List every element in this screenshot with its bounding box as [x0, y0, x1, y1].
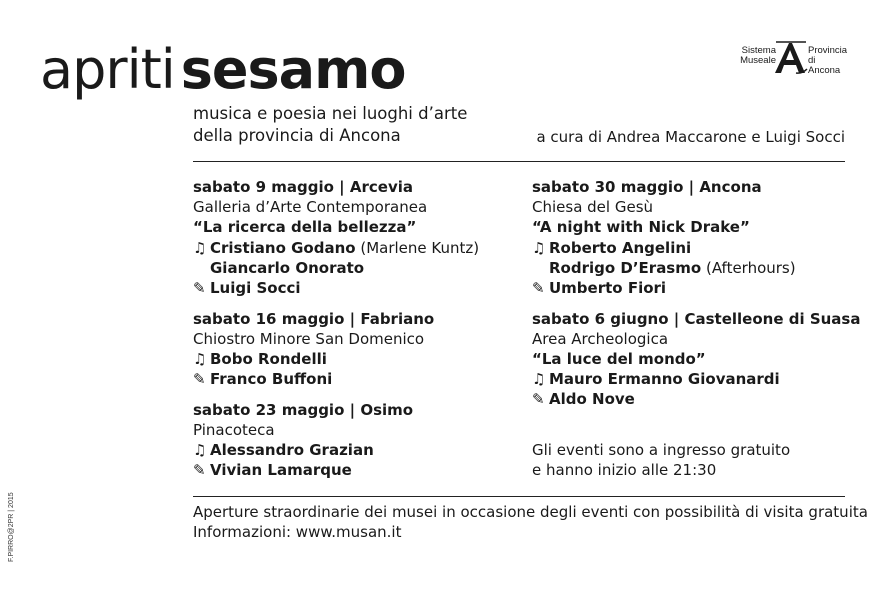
poet-name: Umberto Fiori: [549, 278, 667, 297]
logo-right-text: Provincia di Ancona: [808, 45, 848, 76]
musician-name: Mauro Ermanno Giovanardi: [549, 370, 780, 389]
music-note-icon: ♫: [532, 370, 546, 389]
musician-name: Cristiano Godano: [210, 238, 356, 257]
museum-system-logo: [736, 40, 848, 74]
poet-name: Franco Buffoni: [210, 370, 333, 389]
event-date: sabato 30 maggio: [532, 178, 684, 196]
page-title: [40, 38, 405, 102]
title-bold: sesamo: [180, 38, 406, 101]
subtitle-line: della provincia di Ancona: [193, 126, 401, 145]
event-place: Osimo: [360, 400, 414, 419]
subtitle: [193, 103, 467, 147]
event-place: Ancona: [699, 178, 762, 196]
divider-top: [193, 161, 845, 162]
logo-left-text: Sistema Museale: [740, 45, 776, 66]
musician-name: Alessandro Grazian: [210, 441, 374, 460]
divider-bottom: [193, 496, 845, 497]
footer-info-link[interactable]: Informazioni: www.musan.it: [193, 523, 402, 542]
event-venue: Chiostro Minore San Domenico: [193, 329, 425, 348]
event-arcevia: sabato 9 maggio | Arcevia Galleria d’Arte Contemporanea “La ricerca della bellezza” ♫ Cristiano Godano (Marlene Kuntz) Giancarlo Onorato ✎ Luigi Socci: [193, 178, 480, 297]
event-venue: Pinacoteca: [193, 421, 275, 440]
events-right-column: [532, 177, 860, 480]
pen-icon: ✎: [532, 278, 545, 297]
event-ancona: sabato 30 maggio | Ancona Chiesa del Gesù “A night with Nick Drake” ♫ Roberto Angelini Rodrigo D’Erasmo (Afterhours) ✎ Umberto Fiori: [532, 177, 860, 298]
events-left-column: [193, 177, 479, 491]
music-note-icon: ♫: [532, 238, 546, 257]
access-note: [532, 440, 860, 480]
musician-band: (Afterhours): [705, 258, 796, 277]
event-date: sabato 16 maggio: [193, 309, 345, 328]
music-note-icon: ♫: [193, 441, 207, 460]
footer: [193, 502, 868, 542]
event-date: sabato 6 giugno: [532, 309, 669, 328]
music-note-icon: ♫: [193, 238, 207, 257]
musician-name: Giancarlo Onorato: [210, 258, 365, 277]
musician-name: Roberto Angelini: [549, 238, 692, 257]
event-venue: Galleria d’Arte Contemporanea: [193, 198, 428, 217]
access-note-line: e hanno inizio alle 21:30: [532, 460, 717, 479]
musician-band: (Marlene Kuntz): [360, 238, 480, 257]
access-note-line: Gli eventi sono a ingresso gratuito: [532, 440, 791, 459]
musician-name: Bobo Rondelli: [210, 350, 327, 368]
event-fabriano: sabato 16 maggio | Fabriano Chiostro Minore San Domenico ♫ Bobo Rondelli ✎ Franco Buffoni: [193, 309, 479, 390]
event-place: Castelleone di Suasa: [684, 309, 861, 328]
pen-icon: ✎: [193, 370, 206, 389]
poet-name: Aldo Nove: [549, 390, 635, 409]
pen-icon: ✎: [193, 461, 206, 480]
event-osimo: sabato 23 maggio | Osimo Pinacoteca ♫ Alessandro Grazian ✎ Vivian Lamarque: [193, 400, 479, 481]
event-place: Arcevia: [349, 178, 414, 196]
footer-line: Aperture straordinarie dei musei in occasione degli eventi con possibilità di visita gratuita: [193, 503, 868, 521]
curators: a cura di Andrea Maccarone e Luigi Socci: [536, 128, 845, 146]
subtitle-line: musica e poesia nei luoghi d’arte: [193, 104, 468, 123]
event-title: “La luce del mondo”: [532, 350, 706, 368]
event-place: Fabriano: [360, 309, 435, 328]
event-date: sabato 9 maggio: [193, 178, 334, 196]
event-date: sabato 23 maggio: [193, 400, 345, 419]
event-venue: Area Archeologica: [532, 329, 669, 348]
event-title: “A night with Nick Drake”: [532, 218, 750, 237]
poet-name: Luigi Socci: [210, 278, 301, 297]
event-title: “La ricerca della bellezza”: [193, 218, 417, 237]
event-castelleone: sabato 6 giugno | Castelleone di Suasa Area Archeologica “La luce del mondo” ♫ Mauro Ermanno Giovanardi ✎ Aldo Nove: [532, 309, 861, 409]
title-light: apriti: [40, 38, 175, 101]
poet-name: Vivian Lamarque: [210, 461, 352, 480]
pen-icon: ✎: [532, 390, 545, 409]
pen-icon: ✎: [193, 278, 206, 297]
event-venue: Chiesa del Gesù: [532, 198, 654, 217]
logo-a-icon: [772, 40, 808, 74]
musician-name: Rodrigo D’Erasmo: [549, 258, 702, 277]
designer-credit: F.PIRRO@2PR | 2015: [8, 492, 15, 562]
music-note-icon: ♫: [193, 350, 207, 368]
